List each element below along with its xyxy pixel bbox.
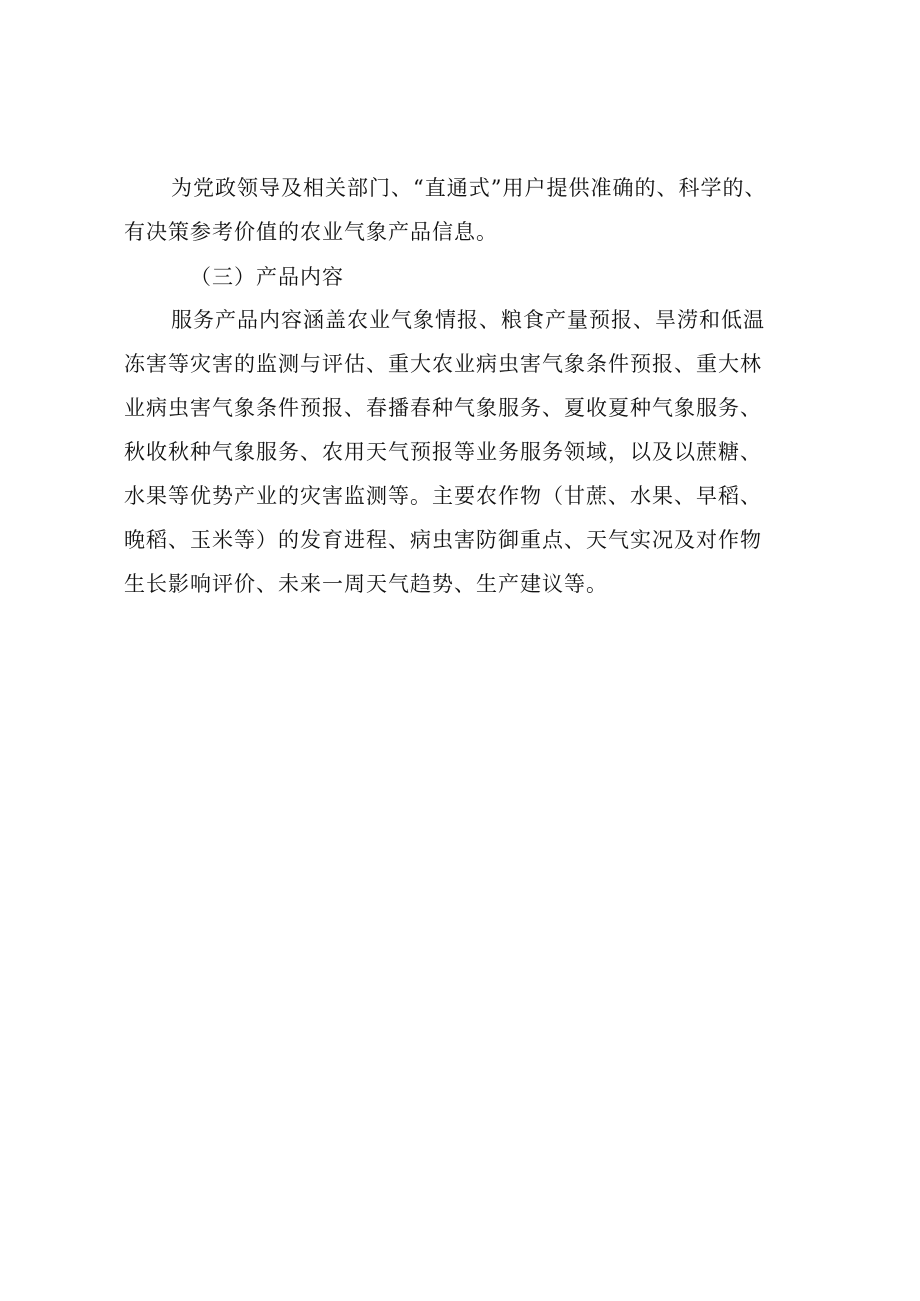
paragraph-2-line-6: 晚稻、玉米等）的发育进程、病虫害防御重点、天气实况及对作物 — [124, 528, 762, 552]
paragraph-2-line-5: 水果等优势产业的灾害监测等。主要农作物（甘蔗、水果、早稻、 — [124, 484, 762, 508]
paragraph-2-line-3: 业病虫害气象条件预报、春播春种气象服务、夏收夏种气象服务、 — [124, 396, 762, 420]
paragraph-2-line-7: 生长影响评价、未来一周天气趋势、生产建议等。 — [124, 572, 608, 596]
paragraph-1-line-1: 为党政领导及相关部门、“直通式”用户提供准确的、科学的、 — [171, 176, 767, 200]
paragraph-2-line-2: 冻害等灾害的监测与评估、重大农业病虫害气象条件预报、重大林 — [124, 352, 762, 376]
paragraph-2-line-1: 服务产品内容涵盖农业气象情报、粮食产量预报、旱涝和低温 — [171, 308, 765, 332]
paragraph-2-line-4: 秋收秋种气象服务、农用天气预报等业务服务领域，以及以蔗糖、 — [124, 440, 762, 464]
paragraph-1-line-2: 有决策参考价值的农业气象产品信息。 — [124, 220, 498, 244]
section-heading: （三）产品内容 — [190, 265, 344, 289]
